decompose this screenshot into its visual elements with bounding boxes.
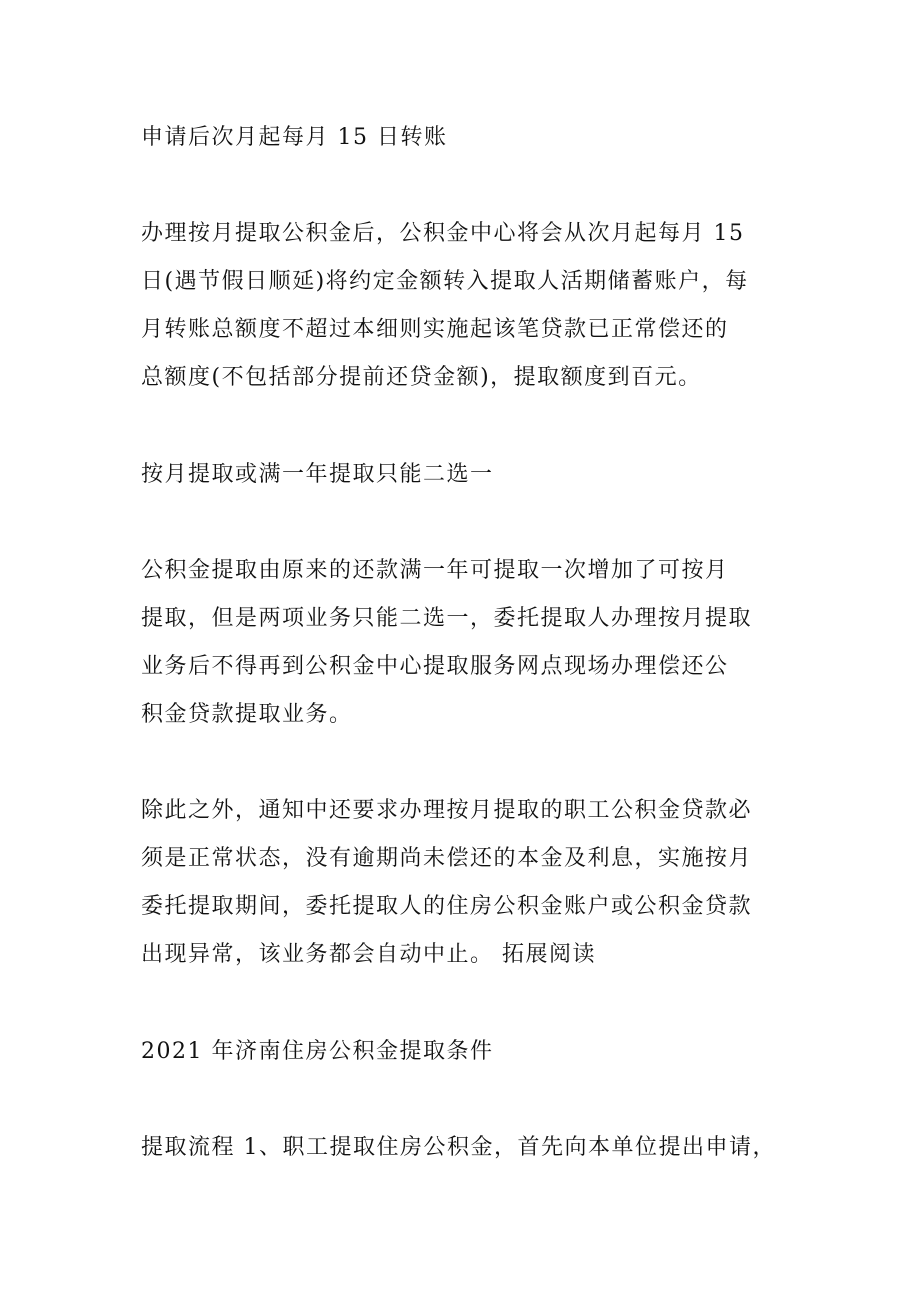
section-heading	[141, 1028, 791, 1076]
text-line: 除此之外，通知中还要求办理按月提取的职工公积金贷款必	[141, 798, 753, 823]
section-heading	[141, 451, 791, 499]
text-line: 提取，但是两项业务只能二选一，委托提取人办理按月提取	[141, 606, 753, 631]
text-line: 须是正常状态，没有逾期尚未偿还的本金及利息，实施按月	[141, 846, 753, 871]
text-line: 办理按月提取公积金后，公积金中心将会从次月起每月 15	[141, 221, 745, 246]
text-line: 公积金提取由原来的还款满一年可提取一次增加了可按月	[141, 558, 729, 583]
paragraph	[141, 547, 791, 739]
text-line: 总额度(不包括部分提前还贷金额)，提取额度到百元。	[141, 365, 702, 390]
text-line: 积金贷款提取业务。	[141, 702, 353, 727]
paragraph	[141, 210, 791, 402]
text-line: 出现异常，该业务都会自动中止。 拓展阅读	[141, 942, 596, 967]
text-line: 按月提取或满一年提取只能二选一	[141, 462, 494, 487]
paragraph	[141, 1124, 791, 1172]
paragraph	[141, 787, 791, 979]
section-heading	[141, 114, 791, 162]
text-line: 业务后不得再到公积金中心提取服务网点现场办理偿还公	[141, 654, 729, 679]
text-line: 申请后次月起每月 15 日转账	[141, 125, 448, 150]
text-line: 日(遇节假日顺延)将约定金额转入提取人活期储蓄账户，每	[141, 269, 749, 294]
text-line: 2021 年济南住房公积金提取条件	[141, 1039, 494, 1064]
text-line: 提取流程 1、职工提取住房公积金，首先向本单位提出申请，	[141, 1135, 776, 1160]
text-line: 委托提取期间，委托提取人的住房公积金账户或公积金贷款	[141, 894, 753, 919]
text-line: 月转账总额度不超过本细则实施起该笔贷款已正常偿还的	[141, 317, 729, 342]
